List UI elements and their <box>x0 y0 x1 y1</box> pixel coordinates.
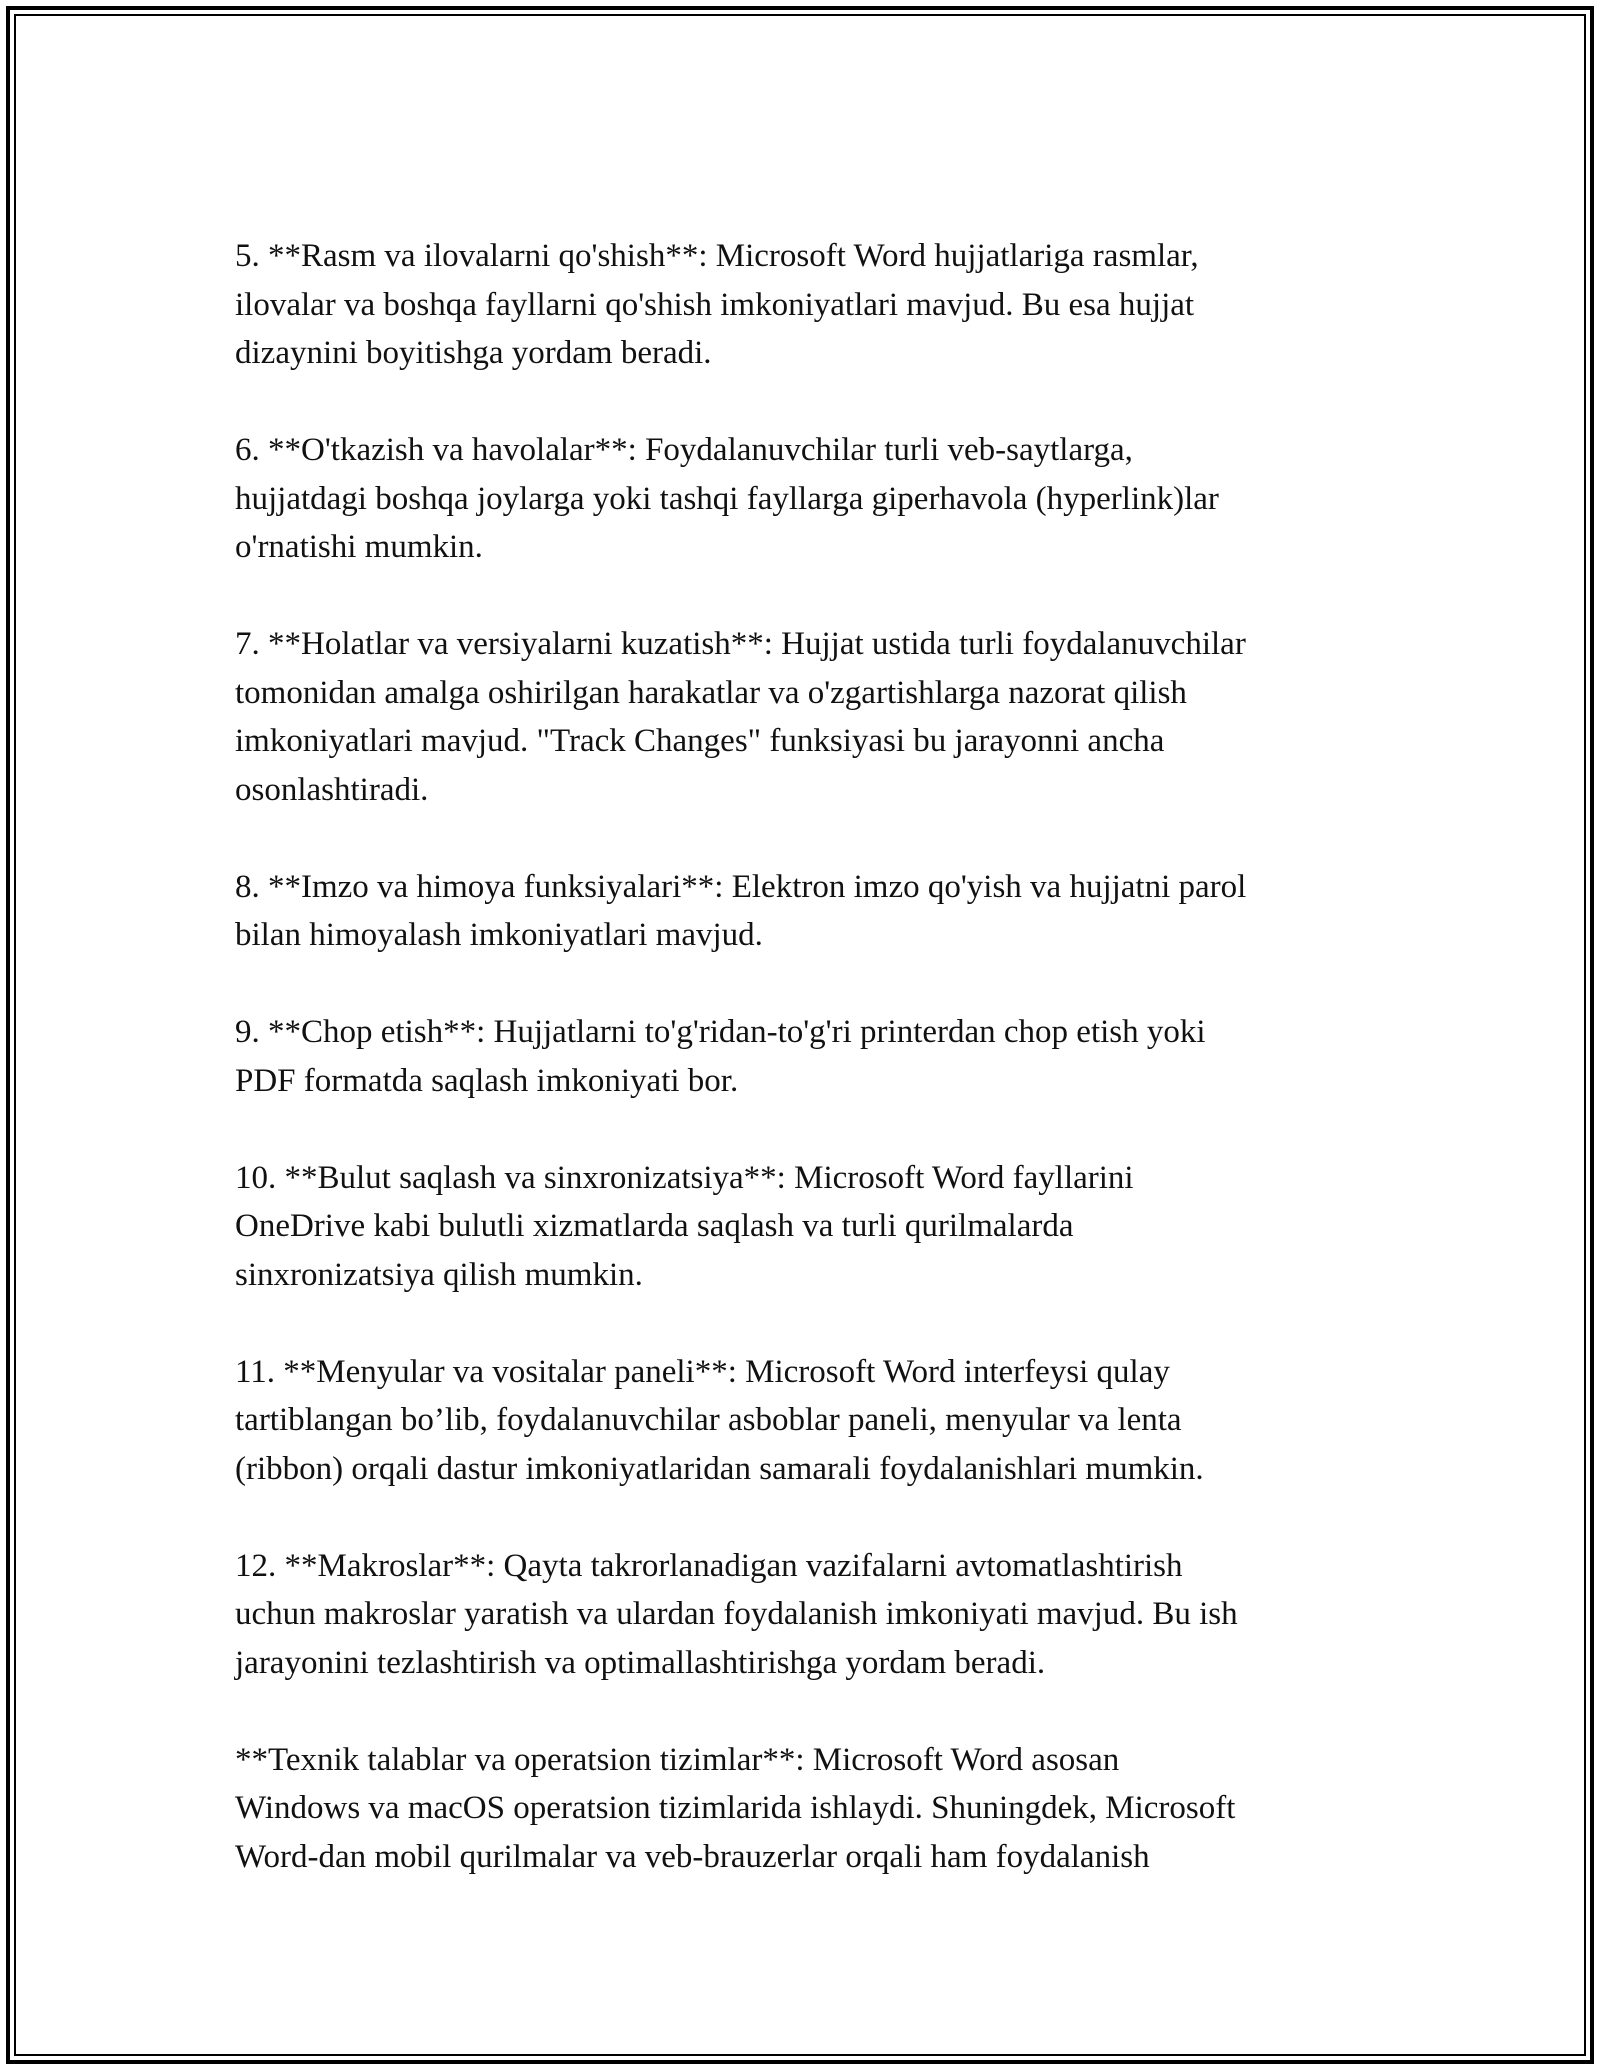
document-body <box>235 232 1375 1881</box>
paragraph-item-10: 10. **Bulut saqlash va sinxronizatsiya**: Microsoft Word fayllarini OneDrive kabi bulutli xizmatlarda saqlash va turli qurilmalarda sinxronizatsiya qilish mumkin. <box>235 1159 1134 1293</box>
paragraph-technical-requirements: **Texnik talablar va operatsion tizimlar**: Microsoft Word asosan Windows va macOS operatsion tizimlarida ishlaydi. Shuningdek, Microsoft Word-dan mobil qurilmalar va veb-brauzerlar orqali ham foydalanish <box>235 1741 1236 1875</box>
paragraph-item-5: 5. **Rasm va ilovalarni qo'shish**: Microsoft Word hujjatlariga rasmlar, ilovalar va boshqa fayllarni qo'shish imkoniyatlari mavjud. Bu esa hujjat dizaynini boyitishga yordam beradi. <box>235 238 1199 371</box>
paragraph-item-7: 7. **Holatlar va versiyalarni kuzatish**: Hujjat ustida turli foydalanuvchilar tomonidan amalga oshirilgan harakatlar va o'zgartishlarga nazorat qilish imkoniyatlari mavjud. "Track Changes" funksiyasi bu jarayonni ancha osonlashtiradi. <box>235 626 1246 808</box>
paragraph-item-12: 12. **Makroslar**: Qayta takrorlanadigan vazifalarni avtomatlashtirish uchun makroslar yaratish va ulardan foydalanish imkoniyati mavjud. Bu ish jarayonini tezlashtirish va optimallashtirishga yordam beradi. <box>235 1547 1238 1681</box>
paragraph-item-11: 11. **Menyular va vositalar paneli**: Microsoft Word interfeysi qulay tartiblangan bo’lib, foydalanuvchilar asboblar paneli, menyular va lenta (ribbon) orqali dastur imkoniyatlaridan samarali foydalanishlari mumkin. <box>235 1353 1204 1487</box>
paragraph-item-6: 6. **O'tkazish va havolalar**: Foydalanuvchilar turli veb-saytlarga, hujjatdagi boshqa joylarga yoki tashqi fayllarga giperhavola (hyperlink)lar o'rnatishi mumkin. <box>235 432 1219 565</box>
paragraph-item-9: 9. **Chop etish**: Hujjatlarni to'g'ridan-to'g'ri printerdan chop etish yoki PDF formatda saqlash imkoniyati bor. <box>235 1014 1206 1099</box>
paragraph-item-8: 8. **Imzo va himoya funksiyalari**: Elektron imzo qo'yish va hujjatni parol bilan himoyalash imkoniyatlari mavjud. <box>235 868 1247 953</box>
